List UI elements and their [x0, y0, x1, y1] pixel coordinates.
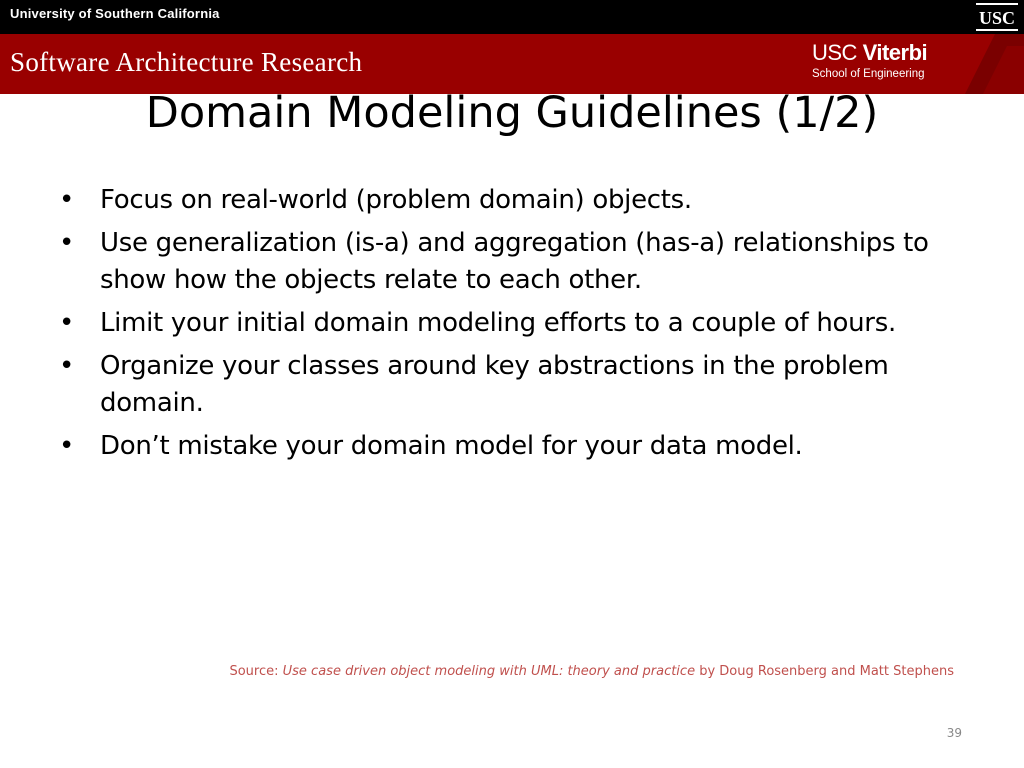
bullet-item: • Focus on real-world (problem domain) objects. — [56, 182, 976, 219]
bullet-icon: • — [59, 308, 75, 338]
viterbi-logo: USC Viterbi School of Engineering — [812, 40, 928, 80]
university-name: University of Southern California — [10, 6, 220, 21]
top-bar — [0, 0, 1024, 34]
school-name: School of Engineering — [812, 68, 925, 80]
bullet-item: • Organize your classes around key abstractions in the problem domain. — [56, 348, 976, 422]
source-citation: Source: Use case driven object modeling with UML: theory and practice by Doug Rosenberg and Matt Stephens — [229, 664, 954, 679]
bullet-list — [56, 182, 976, 471]
bullet-icon: • — [59, 431, 75, 461]
bullet-item: • Limit your initial domain modeling efforts to a couple of hours. — [56, 305, 976, 342]
bullet-item: • Use generalization (is-a) and aggregation (has-a) relationships to show how the objects relate to each other. — [56, 225, 976, 299]
page-number: 39 — [946, 726, 962, 740]
usc-logo: USC — [976, 3, 1018, 31]
bullet-icon: • — [59, 185, 75, 215]
lab-name: Software Architecture Research — [10, 47, 363, 77]
bullet-icon: • — [59, 228, 75, 258]
slide-title: Domain Modeling Guidelines (1/2) — [145, 88, 879, 138]
book-title: Use case driven object modeling with UML: theory and practice — [282, 664, 696, 679]
bullet-icon: • — [59, 351, 75, 381]
bullet-item: • Don’t mistake your domain model for your data model. — [56, 428, 976, 465]
